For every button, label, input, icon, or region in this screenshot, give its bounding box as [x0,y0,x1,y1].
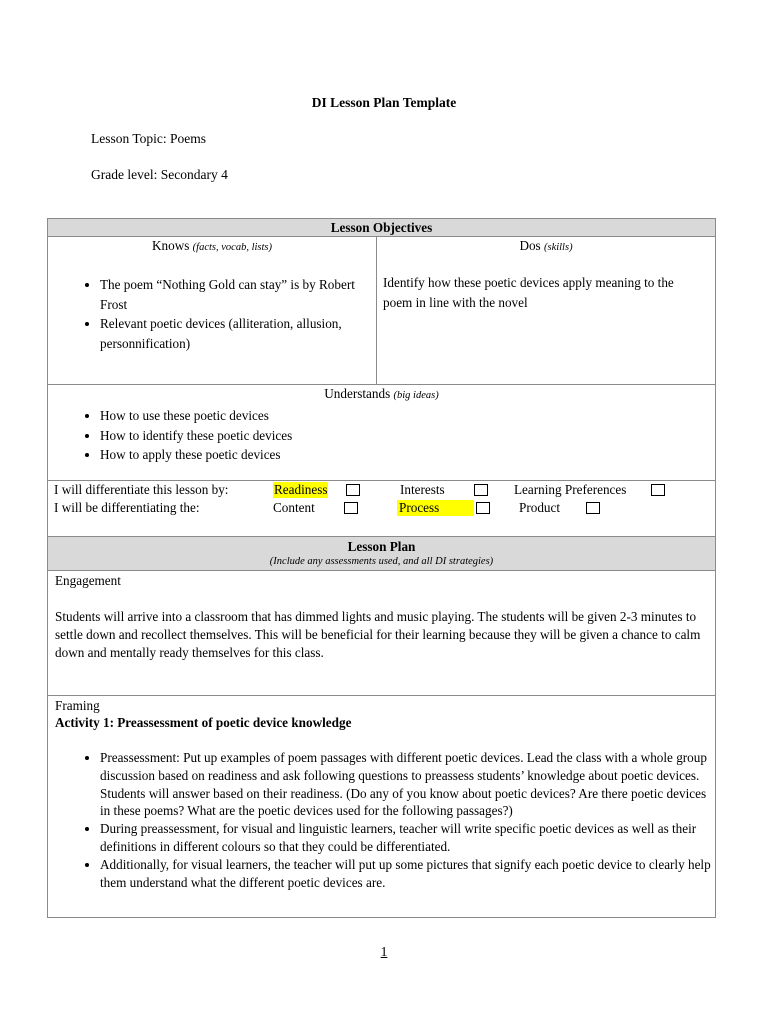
knows-note: (facts, vocab, lists) [192,242,272,253]
list-item: • How to apply these poetic devices [100,445,715,465]
dos-note: (skills) [543,242,573,253]
dos-text: Identify how these poetic devices apply meaning to the poem in line with the novel [383,275,674,310]
product-checkbox[interactable] [586,502,600,514]
document-title: DI Lesson Plan Template [311,95,457,110]
lesson-objectives-header: Lesson Objectives [48,219,716,237]
readiness-checkbox[interactable] [346,484,360,496]
list-item: • How to use these poetic devices [100,406,715,426]
interests-label: Interests [400,482,445,497]
grade-level: Grade level: Secondary 4 [91,167,228,182]
knows-label: Knows [152,238,190,253]
product-label: Product [519,500,561,515]
dos-label: Dos [519,238,541,253]
knows-list [48,275,376,353]
list-item: • The poem “Nothing Gold can stay” is by Robert Frost [100,275,362,314]
engagement-text: Students will arrive into a classroom that has dimmed lights and music playing. The students will be given 2-3 minutes to settle down and recollect themselves. This will be beneficial for their learning because they will be given a chance to calm down and mentally ready themselves for this class. [55,609,701,660]
understands-cell [48,385,716,481]
activity-title: Activity 1: Preassessment of poetic device knowledge [55,715,352,730]
understands-note: (big ideas) [393,390,439,401]
lesson-plan-table [47,218,716,918]
understands-label: Understands [324,386,391,401]
learning-preferences-label: Learning Preferences [514,482,627,497]
lesson-plan-header: Lesson Plan [347,539,416,554]
list-item: • Additionally, for visual learners, the teacher will put up some pictures that signify each poetic device to clearly help them understand what the different poetic devices are. [100,856,711,892]
framing-label: Framing [55,698,100,713]
engagement-cell [48,571,716,696]
page-number: 1 [380,944,388,959]
lesson-plan-header-cell [48,537,716,571]
dos-cell [377,237,716,385]
readiness-label: Readiness [274,482,328,497]
list-item: • During preassessment, for visual and linguistic learners, teacher will write specific poetic devices as well as their definitions in different colours so that they could be differentiated. [100,820,711,856]
list-item: • How to identify these poetic devices [100,426,715,446]
engagement-label: Engagement [55,573,121,588]
knows-cell [48,237,377,385]
process-label: Process [397,500,474,516]
list-item: • Preassessment: Put up examples of poem passages with different poetic devices. Lead the class with a whole group discussion based on readiness and ask following questions to preassess students’ knowledge about poetic devices. Students will answer based on their readiness. (Do any of you know about poetic devices? Are there poetic devices in these poems? What are the poetic devices used for the following passages?) [100,749,711,820]
activity-list [55,749,711,891]
content-checkbox[interactable] [344,502,358,514]
lesson-plan-subheader: (Include any assessments used, and all DI strategies) [269,556,494,567]
differentiate-by-label: I will differentiate this lesson by: [54,482,229,497]
differentiation-cell [48,481,716,537]
differentiating-the-label: I will be differentiating the: [54,500,200,515]
content-label: Content [273,500,315,515]
list-item: • Relevant poetic devices (alliteration, allusion, personnification) [100,314,362,353]
lesson-topic: Lesson Topic: Poems [91,131,207,146]
understands-list [48,406,715,465]
framing-cell [48,696,716,918]
learning-preferences-checkbox[interactable] [651,484,665,496]
interests-checkbox[interactable] [474,484,488,496]
process-checkbox[interactable] [476,502,490,514]
